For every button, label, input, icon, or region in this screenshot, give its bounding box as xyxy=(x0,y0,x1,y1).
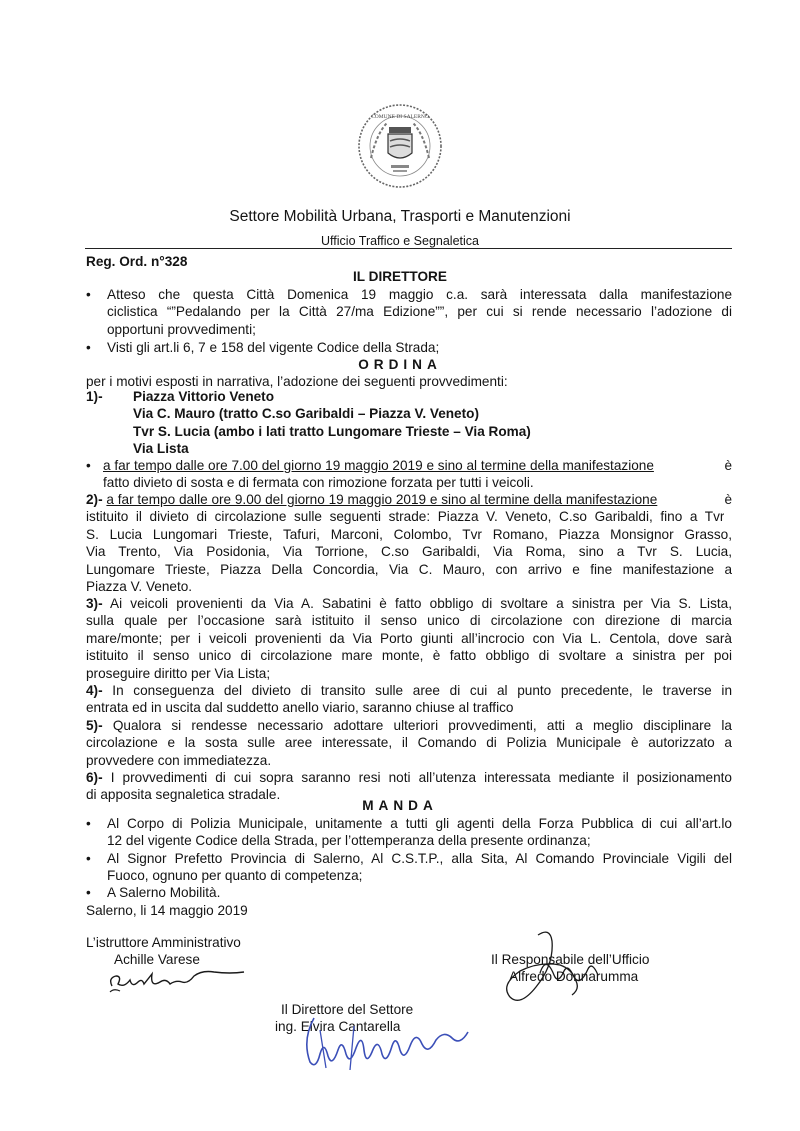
text-line: mare/monte; per i veicoli provenienti da Via Porto giunti all’incrocio con Via L. Centola, dove sarà xyxy=(86,630,732,646)
text-line: Fuoco, ognuno per quanto di competenza; xyxy=(107,868,363,884)
header-rule xyxy=(85,248,732,249)
istruttore-role: L’istruttore Amministrativo xyxy=(86,935,241,950)
section-1-timing: a far tempo dalle ore 7.00 del giorno 19 maggio 2019 e sino al termine della manifestazione xyxy=(103,458,654,473)
text-line: 12 del vigente Codice della Strada, per l’ottemperanza della presente ordinanza; xyxy=(107,833,591,849)
text-fragment: è xyxy=(724,492,732,507)
document-date: Salerno, li 14 maggio 2019 xyxy=(86,903,248,918)
text-line: Al Signor Prefetto Provincia di Salerno, Al C.S.T.P., alla Sita, Al Comando Provinciale Vigili del xyxy=(107,851,732,866)
text-fragment: I provvedimenti di cui sopra saranno resi noti all’utenza interessata mediante il posizionamento xyxy=(102,770,732,785)
section-1-number: 1)- xyxy=(86,389,103,404)
bullet-dot: • xyxy=(86,885,91,900)
text-fragment: Ai veicoli provenienti da Via A. Sabatini è fatto obbligo di svoltare a sinistra per Via S. Lista, xyxy=(102,596,732,611)
section-4 xyxy=(86,682,732,717)
text-line: Via Trento, Via Posidonia, Via Torrione, C.so Garibaldi, Via Roma, sino a Tvr S. Lucia, xyxy=(86,544,732,560)
text-line: Piazza V. Veneto. xyxy=(86,578,193,594)
section-6-number: 6)- xyxy=(86,770,103,785)
office-name: Settore Mobilità Urbana, Trasporti e Manutenzioni xyxy=(229,208,571,225)
street-name: Via Lista xyxy=(133,441,189,457)
section-5 xyxy=(86,717,732,769)
section-3 xyxy=(86,595,732,682)
street-name: Via C. Mauro (tratto C.so Garibaldi – Piazza V. Veneto) xyxy=(133,406,479,422)
text-line: Visti gli art.li 6, 7 e 158 del vigente Codice della Strada; xyxy=(107,340,440,355)
bullet-dot: • xyxy=(86,851,91,866)
text-line: entrata ed in uscita dal suddetto anello viario, saranno chiuse al traffico xyxy=(86,700,514,716)
text-line: opportuni provvedimenti; xyxy=(107,321,256,337)
section-2-number: 2)- xyxy=(86,492,103,507)
responsabile-signature xyxy=(480,925,620,1010)
direttore-signature xyxy=(292,1010,472,1075)
text-line: A Salerno Mobilità. xyxy=(107,885,221,900)
comune-seal-logo xyxy=(357,103,443,189)
text-line: Lungomare Trieste, Piazza Della Concordia, Via C. Mauro, con arrivo e fine manifestazione a xyxy=(86,561,732,577)
direttore-role: Il Direttore del Settore xyxy=(281,1002,414,1017)
bullet-dot: • xyxy=(86,458,91,473)
ordina-intro: per i motivi esposti in narrativa, l’adozione dei seguenti provvedimenti: xyxy=(86,374,508,389)
text-line: S. Lucia Lungomari Trieste, Tafuri, Marconi, Colombo, Tvr Romano, Piazza Monsignor Grasso, xyxy=(86,526,732,542)
text-fragment: Qualora si rendesse necessario adottare ulteriori provvedimenti, atti a meglio disciplinare la xyxy=(102,718,732,733)
istruttore-name: Achille Varese xyxy=(114,952,200,967)
text-line: Atteso che questa Città Domenica 19 maggio c.a. sarà interessata dalla manifestazione xyxy=(107,287,732,302)
street-name: Piazza Vittorio Veneto xyxy=(133,389,275,404)
title-direttore: IL DIRETTORE xyxy=(353,269,447,284)
text-line: fatto divieto di sosta e di fermata con rimozione forzata per tutti i veicoli. xyxy=(103,475,534,491)
text-line: sulla quale per l’occasione sarà istituito il senso unico di circolazione con direzione di marcia xyxy=(86,613,732,629)
text-line: Al Corpo di Polizia Municipale, unitamente a tutti gli agenti della Forza Pubblica di cui all’art.lo xyxy=(107,816,732,831)
bullet-dot: • xyxy=(86,816,91,831)
text-line: ciclistica “”Pedalando per la Città 27/ma Edizione””, per cui si rende necessario l’adozione di xyxy=(107,304,732,320)
text-line: circolazione e la sosta sulle aree interessate, il Comando di Polizia Municipale è autorizzato a xyxy=(86,735,732,751)
bullet-dot: • xyxy=(86,340,91,355)
text-fragment: In conseguenza del divieto di transito sulle aree di cui al punto precedente, le traverse in xyxy=(102,683,732,698)
text-line: istituito il senso unico di circolazione mare monte, è fatto obbligo di svoltare a sinistra per poi xyxy=(86,648,732,664)
section-1-streets xyxy=(133,388,531,458)
text-fragment: è xyxy=(724,458,732,473)
title-ordina: ORDINA xyxy=(358,357,442,372)
text-line: provvedere con immediatezza. xyxy=(86,752,272,768)
direttore-name: ing. Elvira Cantarella xyxy=(275,1019,401,1034)
svg-text:COMUNE DI SALERNO: COMUNE DI SALERNO xyxy=(371,114,429,120)
reg-number: Reg. Ord. n°328 xyxy=(86,254,188,269)
responsabile-name: Alfredo Donnarumma xyxy=(509,969,639,984)
text-line: proseguire diritto per Via Lista; xyxy=(86,665,271,681)
text-line: di apposita segnaletica stradale. xyxy=(86,787,281,803)
office-subname: Ufficio Traffico e Segnaletica xyxy=(321,234,479,248)
section-2-timing: a far tempo dalle ore 9.00 del giorno 19 maggio 2019 e sino al termine della manifestazione xyxy=(106,492,658,507)
section-3-number: 3)- xyxy=(86,596,103,611)
bullet-dot: • xyxy=(86,287,91,302)
section-2 xyxy=(86,491,732,595)
section-4-number: 4)- xyxy=(86,683,103,698)
title-manda: MANDA xyxy=(362,798,438,813)
istruttore-signature xyxy=(104,958,254,998)
text-line: istituito il divieto di circolazione sulle seguenti strade: Piazza V. Veneto, C.so Garibaldi, fino a Tvr xyxy=(86,509,725,525)
street-name: Tvr S. Lucia (ambo i lati tratto Lungomare Trieste – Via Roma) xyxy=(133,423,531,439)
section-5-number: 5)- xyxy=(86,718,103,733)
responsabile-role: Il Responsabile dell’Ufficio xyxy=(491,952,650,967)
